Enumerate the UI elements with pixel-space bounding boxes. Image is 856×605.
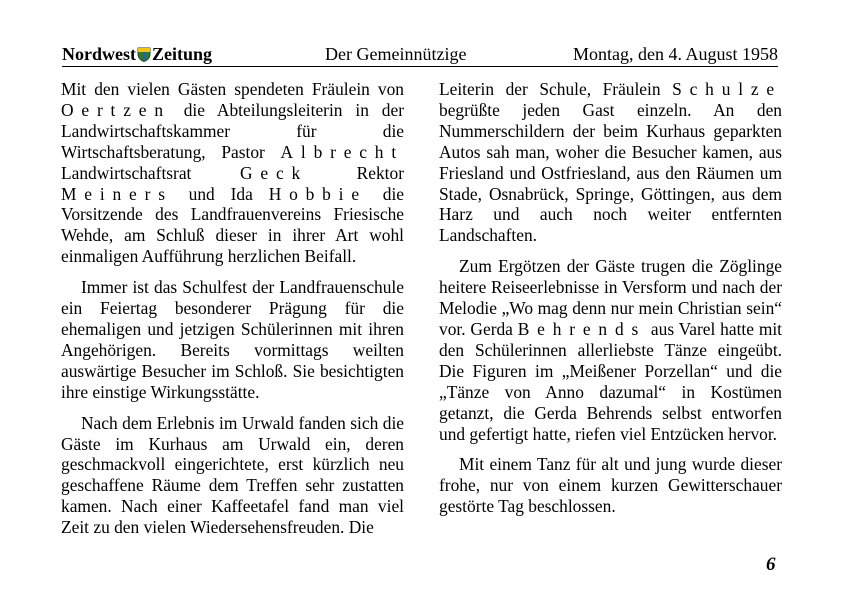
- article-column-left: [61, 79, 404, 538]
- text-run: aus Varel hatte mit den Schülerinnen allerliebste Tänze eingeübt. Die Figuren im „Meißener Porzellan“ und die „Tänze von Anno dazumal“ in Kostümen getanzt, die Gerda Behrends selbst entworfen und gefertigt hatte, riefen viel Entzücken hervor.: [439, 318, 783, 444]
- spaced-name: Behrends: [517, 318, 647, 339]
- paragraph: Mit einem Tanz für alt und jung wurde dieser frohe, nur von einem kurzen Gewitterschauer gestörte Tag beschlossen.: [439, 454, 782, 517]
- text-run: die Abteilungsleiterin in der Landwirtschaftskammer für die Wirtschaftsberatung, Pastor: [61, 99, 404, 162]
- spaced-name: Albrecht: [280, 141, 404, 162]
- text-run: Rektor: [308, 162, 404, 183]
- newspaper-title: [62, 44, 212, 67]
- spaced-name: Geck: [240, 162, 309, 183]
- brand-part2: Zeitung: [152, 44, 213, 64]
- text-run: und Ida: [172, 183, 269, 204]
- article-column-right: [439, 79, 782, 517]
- page-header: [62, 42, 778, 67]
- spaced-name: Meiners: [61, 183, 173, 204]
- text-run: begrüßte jeden Gast einzeln. An den Nummerschildern der beim Kurhaus geparkten Autos sah man, woher die Besucher kamen, aus Friesland und Ostfriesland, aus den Räumen um Stade, Osnabrück, Springe, Göttingen, aus dem Harz und auch noch weiter entfernten Landschaften.: [439, 99, 782, 246]
- paragraph: Nach dem Erlebnis im Urwald fanden sich die Gäste im Kurhaus am Urwald ein, deren geschmackvoll eingerichtete, erst kürzlich neu geschaffene Räume dem Treffen sehr zustatten kamen. Nach einer Kaffeetafel fand man viel Zeit zu den vielen Wiedersehensfreuden. Die: [61, 412, 404, 538]
- spaced-name: Schulze: [672, 79, 782, 99]
- spaced-name: Oertzen: [61, 99, 171, 120]
- text-run: Landwirtschaftsrat: [61, 162, 241, 183]
- paragraph: [439, 79, 782, 246]
- spaced-name: Hobbie: [268, 183, 367, 204]
- issue-date: Montag, den 4. August 1958: [573, 44, 778, 64]
- text-run: Leiterin der Schule, Fräulein: [439, 79, 673, 99]
- paragraph: [61, 79, 404, 267]
- text-run: die Vorsitzende des Landfrauenvereins Friesische Wehde, am Schluß dieser in ihrer Art wohl einmaligen Aufführung herzlichen Beifall.: [61, 183, 405, 267]
- coat-of-arms-icon: [137, 46, 151, 67]
- brand-part1: Nordwest: [62, 44, 136, 64]
- paragraph: [439, 256, 782, 444]
- paragraph: Immer ist das Schulfest der Landfrauenschule ein Feiertag besonderer Prägung für die ehemaligen und jetzigen Schülerinnen mit ihren Angehörigen. Bereits vormittags weilten auswärtige Besucher im Schloß. Sie besichtigten ihre einstige Wirkungsstätte.: [61, 277, 404, 402]
- section-title: Der Gemeinnützige: [325, 44, 467, 64]
- page-number: 6: [766, 554, 776, 575]
- text-run: Mit den vielen Gästen spendeten Fräulein von: [61, 79, 404, 99]
- text-run: Zum Ergötzen der Gäste trugen die Zöglinge heitere Reiseerlebnisse in Versform und nach der Melodie „Wo mag denn nur mein Christian sein“ vor. Gerda: [439, 256, 782, 339]
